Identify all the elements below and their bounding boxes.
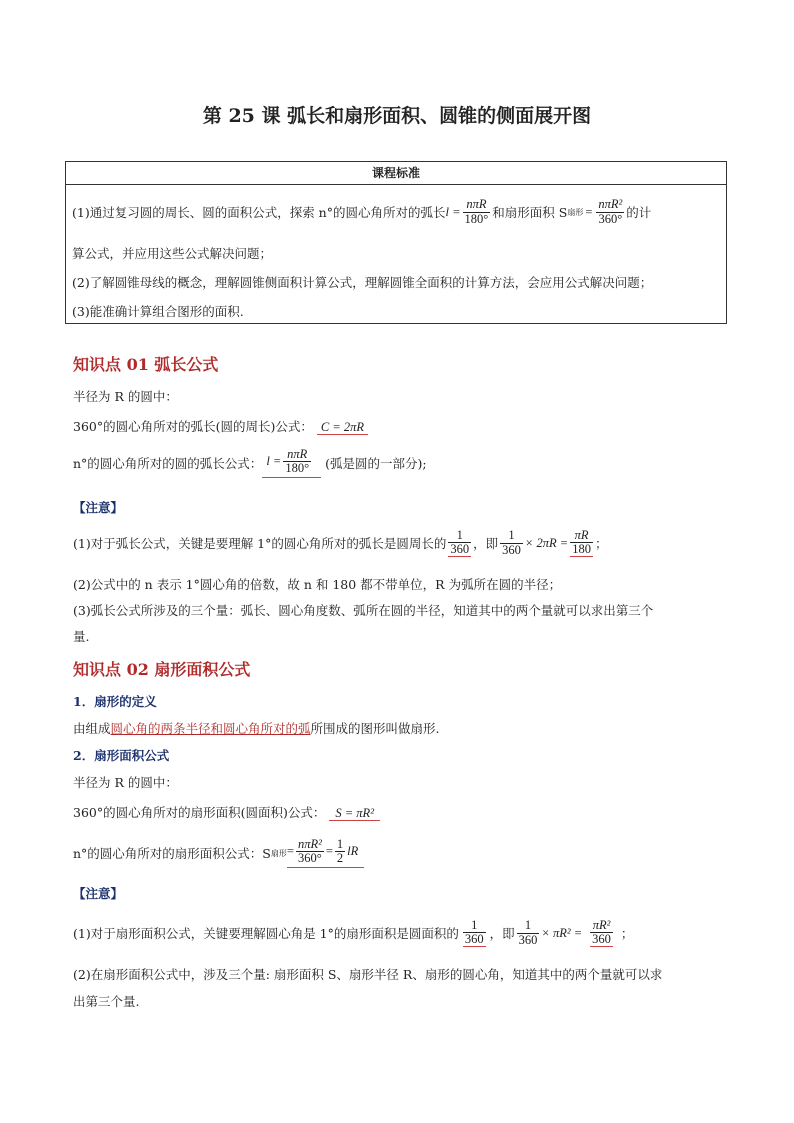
- circle-area-formula: S = πR²: [329, 806, 380, 821]
- kp1-line1: 半径为 R 的圆中：: [73, 389, 178, 404]
- kp2-line1: 半径为 R 的圆中：: [73, 775, 178, 790]
- kp1-note2: (2)公式中的 n 表示 1°圆心角的倍数，故 n 和 180 都不带单位，R 为弧所在圆的半径；: [73, 577, 562, 592]
- arc-length-fraction: $\frac{\text{nπR}}{180^\circ}$: [464, 197, 489, 226]
- kp2-sub1: 1．扇形的定义: [73, 694, 157, 709]
- circumference-formula: C = 2πR: [317, 420, 368, 435]
- course-standard-header: 课程标准: [66, 162, 726, 185]
- page-title: 第 25 课 弧长和扇形面积、圆锥的侧面展开图: [202, 105, 592, 127]
- kp2-line3: n°的圆心角所对的扇形面积公式：S 扇形 = $\frac{\text{nπR²}}{360^\circ}$ = $\frac{1}{2}$ lR: [73, 830, 364, 876]
- course-standard-box: [65, 161, 727, 324]
- kp2-note1: (1)对于扇形面积公式，关键要理解圆心角是 1°的扇形面积是圆面积的 $\frac{1}{360}$ ，即 $\frac{1}{360}$ × πR² = $\frac{\text{πR²}}{360}$ ；: [73, 917, 634, 947]
- kp2-note2-cont: 出第三个量.: [73, 994, 140, 1009]
- sector-area-formula: = $\frac{\text{nπR²}}{360^\circ}$ = $\frac{1}{2}$ lR: [287, 838, 364, 868]
- kp2-note-label: 【注意】: [73, 886, 124, 901]
- sector-area-fraction: $\frac{\text{nπR²}}{360^\circ}$: [598, 197, 623, 226]
- arc-length-symbol: l =: [445, 204, 461, 219]
- kp2-sub2: 2．扇形面积公式: [73, 748, 170, 763]
- kp1-heading: 知识点 01 弧长公式: [73, 355, 219, 374]
- kp1-note3: (3)弧长公式所涉及的三个量：弧长、圆心角度数、弧所在圆的半径，知道其中的两个量就可以求出第三个: [73, 603, 654, 618]
- kp1-line3: n°的圆心角所对的圆的弧长公式： l = $\frac{\text{nπR}}{180^\circ}$ (弧是圆的一部分);: [73, 442, 427, 484]
- kp2-note2: (2)在扇形面积公式中，涉及三个量: 扇形面积 S、扇形半径 R、扇形的圆心角，知道其中的两个量就可以求: [73, 967, 663, 982]
- kp2-line2: 360°的圆心角所对的扇形面积(圆面积)公式： S = πR²: [73, 803, 380, 821]
- kp2-definition: 由组成圆心角的两条半径和圆心角所对的弧所围成的图形叫做扇形.: [73, 721, 440, 736]
- kp1-note-label: 【注意】: [73, 500, 124, 515]
- standard-item-1-text: (1)通过复习圆的周长、圆的面积公式，探索 n°的圆心角所对的弧长: [72, 205, 446, 220]
- standard-item-1: (1)通过复习圆的周长、圆的面积公式，探索 n°的圆心角所对的弧长 l = $\frac{\text{nπR}}{180^\circ}$ 和扇形面积 S 扇形 = $\frac{\text{nπR²}}{360^\circ}$ 的计: [72, 197, 652, 226]
- arc-length-formula: l = $\frac{\text{nπR}}{180^\circ}$: [262, 448, 321, 478]
- kp1-note3-cont: 量.: [73, 629, 90, 644]
- kp2-heading: 知识点 02 扇形面积公式: [73, 660, 251, 679]
- kp1-line2: 360°的圆心角所对的弧长(圆的周长)公式： C = 2πR: [73, 417, 368, 435]
- standard-item-3: (3)能准确计算组合图形的面积.: [72, 304, 244, 319]
- standard-item-2: (2)了解圆锥母线的概念，理解圆锥侧面积计算公式，理解圆锥全面积的计算方法，会应用公式解决问题；: [72, 275, 653, 290]
- standard-item-1-text-b: 和扇形面积 S: [492, 205, 568, 220]
- kp1-note1: (1)对于弧长公式，关键是要理解 1°的圆心角所对的弧长是圆周长的 $\frac{1}{360}$ ，即 $\frac{1}{360}$ × 2πR = $\frac{\pi R}{180}$ ；: [73, 527, 608, 557]
- standard-item-1-cont: 算公式，并应用这些公式解决问题；: [72, 246, 273, 261]
- sector-definition-highlight: 圆心角的两条半径和圆心角所对的弧: [110, 721, 311, 736]
